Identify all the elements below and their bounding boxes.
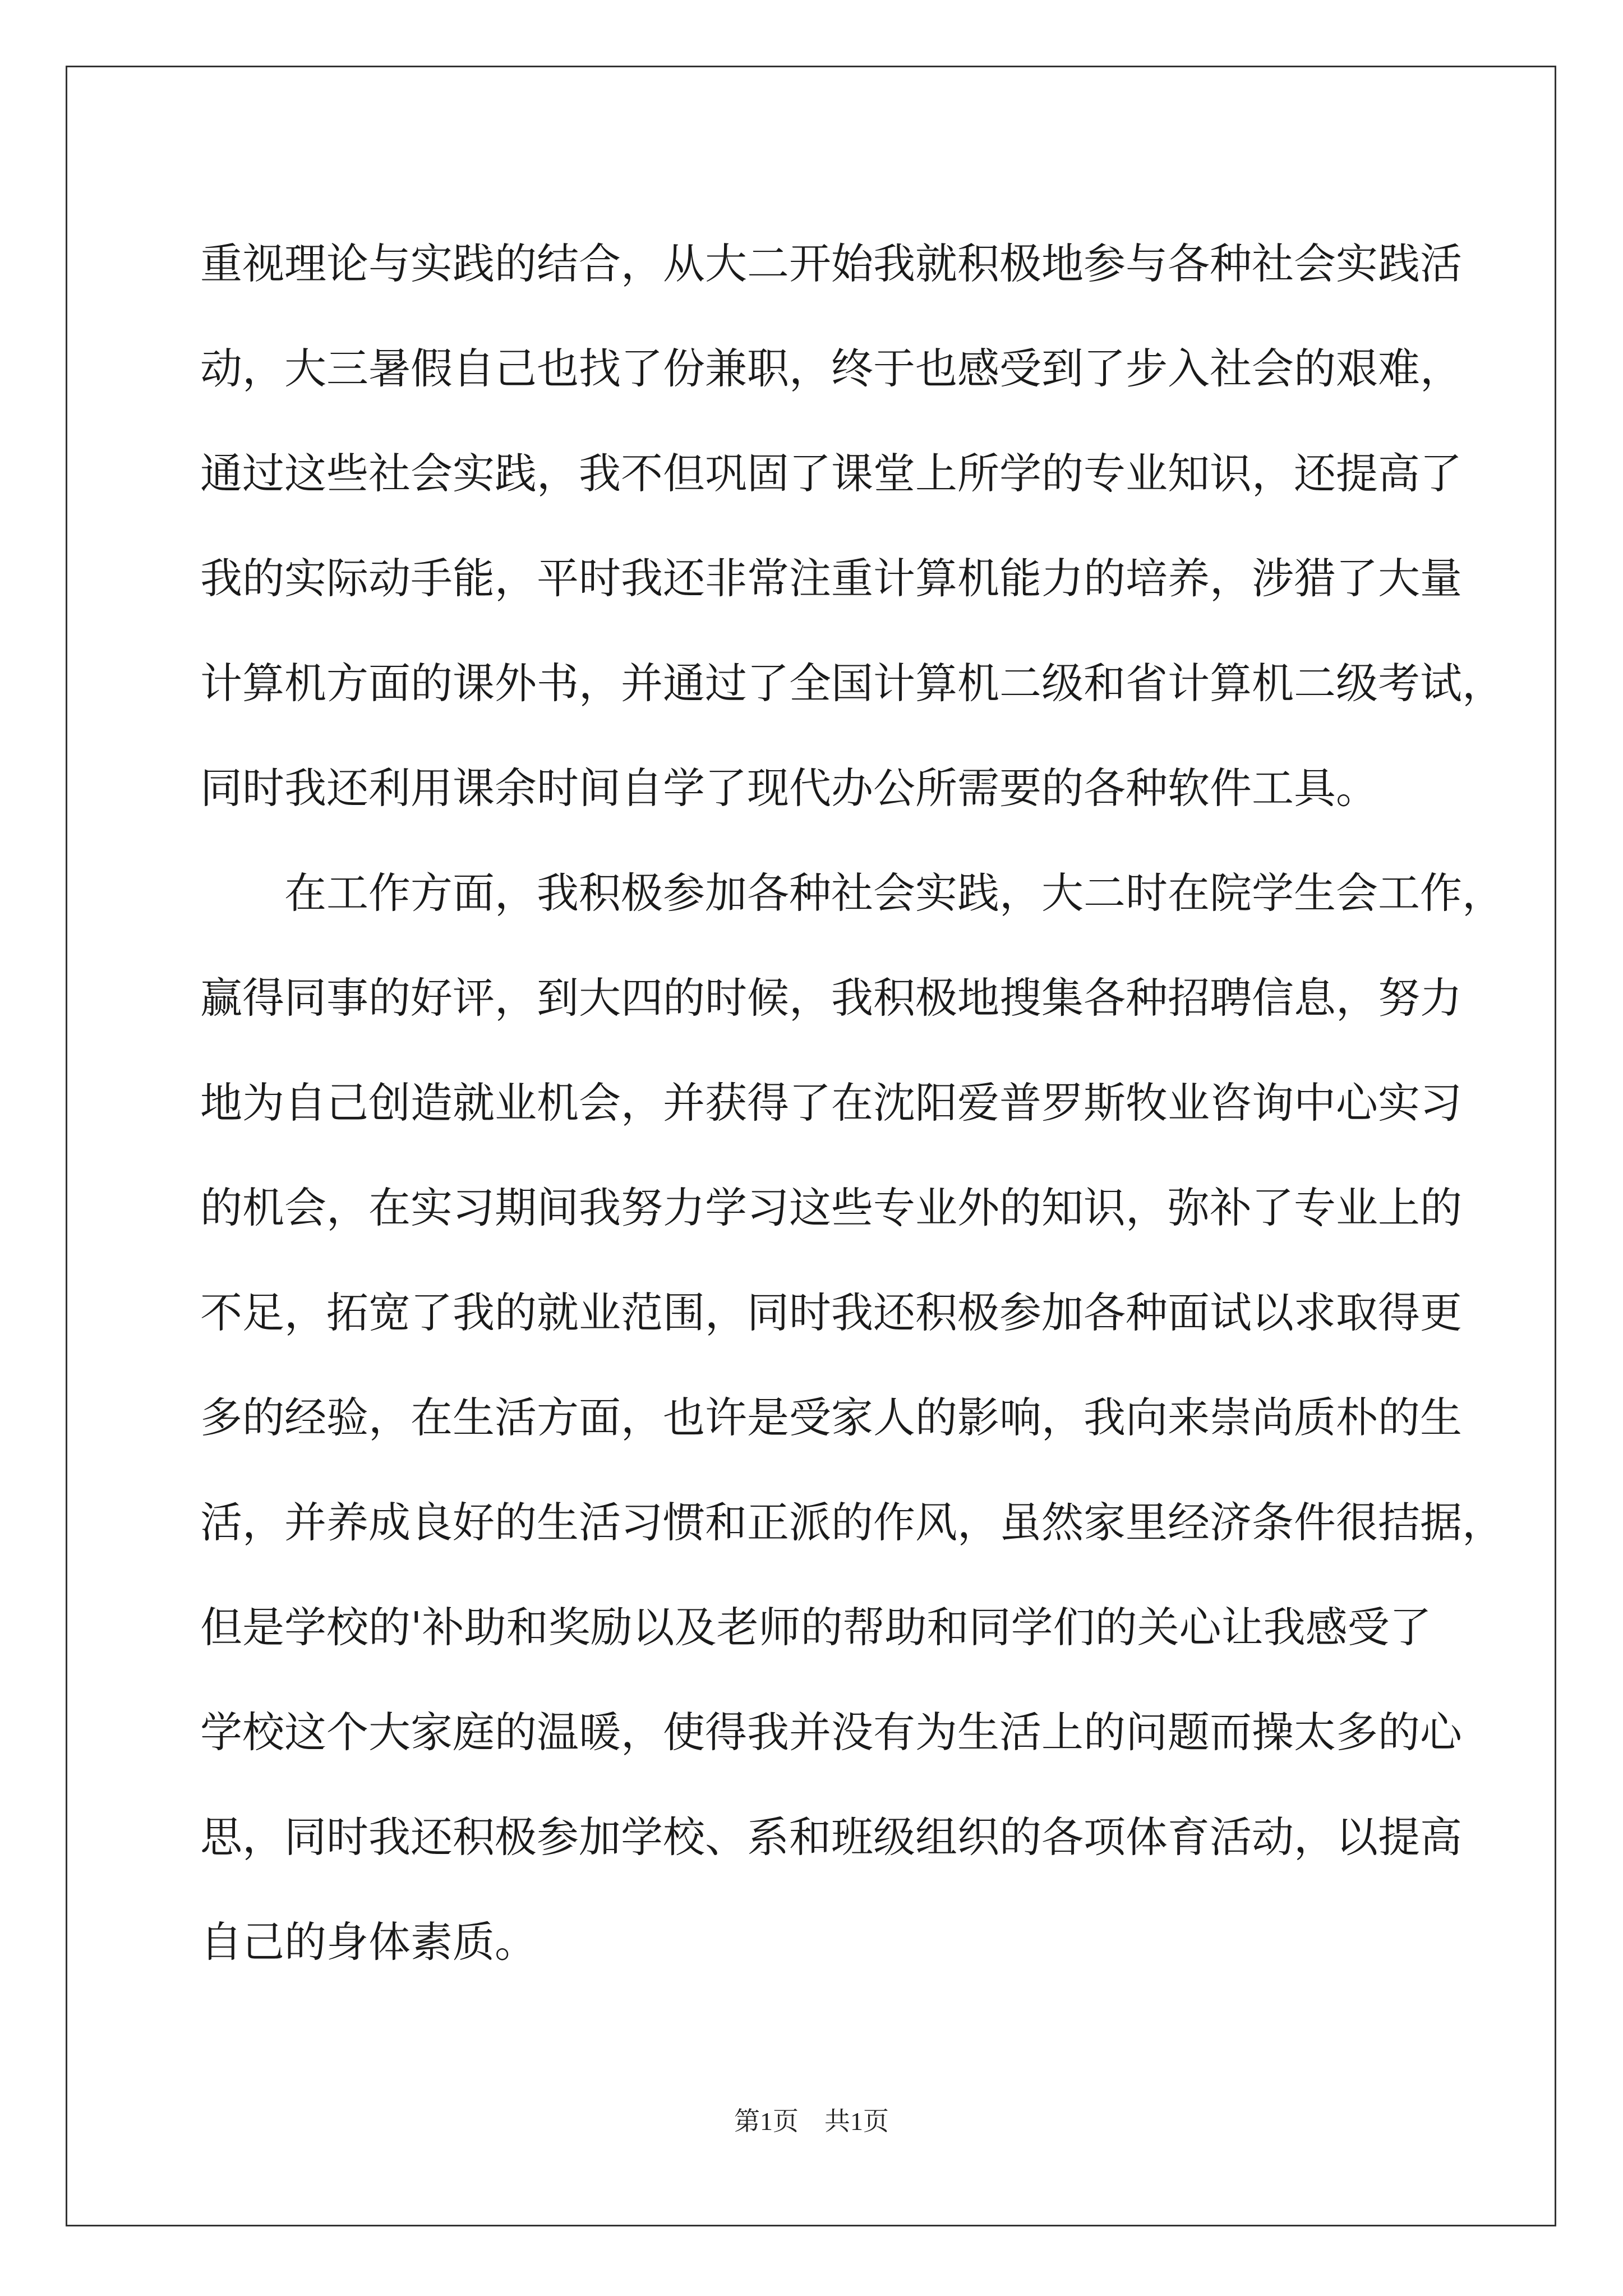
text-line: 重视理论与实践的结合，从大二开始我就积极地参与各种社会实践活 (200, 239, 1463, 288)
text-line: 的机会，在实习期间我努力学习这些专业外的知识，弥补了专业上的 (200, 1183, 1463, 1232)
document-body (200, 211, 1505, 1995)
text-line: 我的实际动手能，平时我还非常注重计算机能力的培养，涉猎了大量 (200, 554, 1463, 603)
page-footer (0, 2101, 1623, 2138)
page-total: 共1页 (824, 2107, 889, 2136)
text-line: 通过这些社会实践，我不但巩固了课堂上所学的专业知识，还提高了 (200, 449, 1463, 498)
text-line: 多的经验，在生活方面，也许是受家人的影响，我向来崇尚质朴的生 (200, 1393, 1463, 1442)
text-line: 赢得同事的好评，到大四的时候，我积极地搜集各种招聘信息，努力 (200, 973, 1463, 1023)
text-line: 活，并养成良好的生活习惯和正派的作风，虽然家里经济条件很拮据， (200, 1498, 1505, 1547)
page-number: 第1页 (734, 2107, 799, 2136)
text-line: 同时我还利用课余时间自学了现代办公所需要的各种软件工具。 (200, 763, 1378, 813)
text-line: 动，大三暑假自己也找了份兼职，终于也感受到了步入社会的艰难， (200, 344, 1463, 393)
text-line: 但是学校的'补助和奖励以及老师的帮助和同学们的关心让我感受了 (200, 1603, 1432, 1652)
paragraph-start-line: 在工作方面，我积极参加各种社会实践，大二时在院学生会工作， (284, 868, 1505, 918)
text-line: 自己的身体素质。 (200, 1917, 537, 1967)
text-line: 计算机方面的课外书，并通过了全国计算机二级和省计算机二级考试， (200, 659, 1505, 708)
text-line: 不足，拓宽了我的就业范围，同时我还积极参加各种面试以求取得更 (200, 1288, 1463, 1337)
text-line: 地为自己创造就业机会，并获得了在沈阳爱普罗斯牧业咨询中心实习 (200, 1078, 1463, 1128)
text-line: 学校这个大家庭的温暖，使得我并没有为生活上的问题而操太多的心 (200, 1708, 1463, 1757)
text-line: 思，同时我还积极参加学校、系和班级组织的各项体育活动，以提高 (200, 1812, 1463, 1862)
